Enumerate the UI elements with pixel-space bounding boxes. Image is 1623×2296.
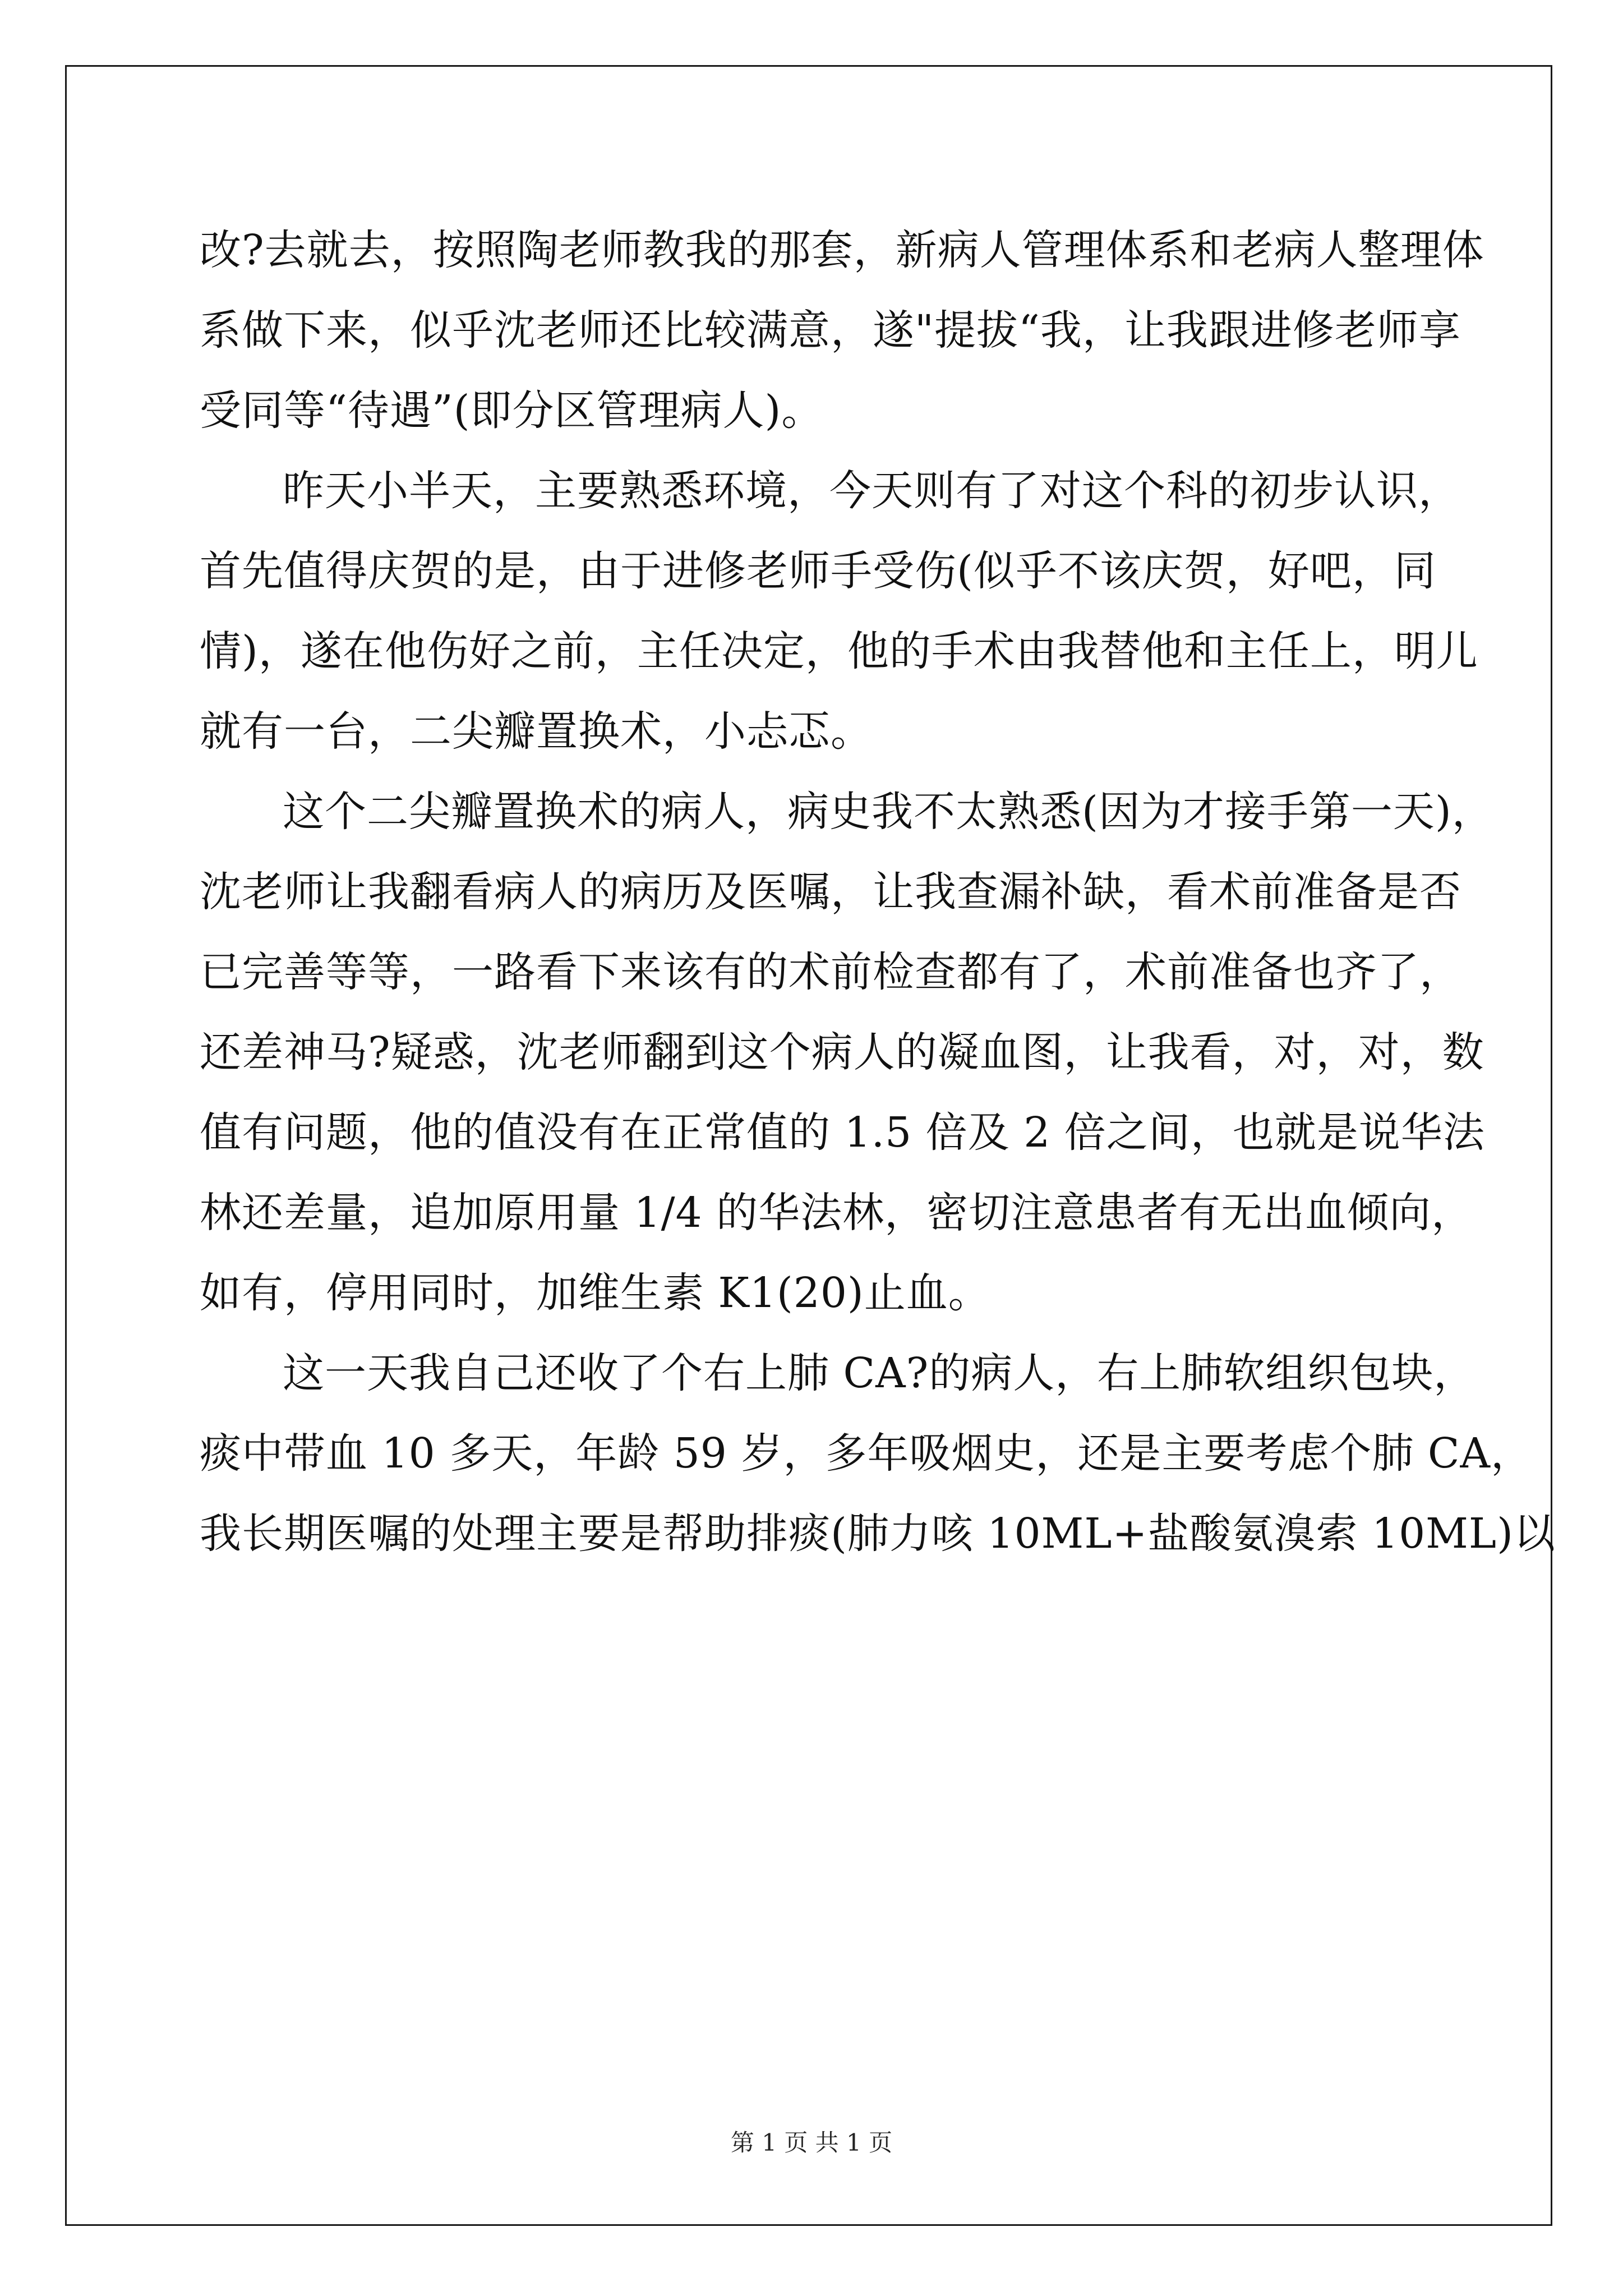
text-line: 已完善等等，一路看下来该有的术前检查都有了，术前准备也齐了，: [200, 948, 1461, 996]
text-line: 改?去就去，按照陶老师教我的那套，新病人管理体系和老病人整理体: [200, 226, 1484, 274]
text-line: 就有一台，二尖瓣置换术，小忐忑。: [200, 707, 873, 756]
document-body: [200, 210, 1556, 1574]
text-line: 如有，停用同时，加维生素 K1(20)止血。: [200, 1269, 990, 1317]
page-number: 第 1 页 共 1 页: [730, 2129, 893, 2156]
paragraph-first-line: 这个二尖瓣置换术的病人，病史我不太熟悉(因为才接手第一天)，: [283, 788, 1494, 836]
text-line: 值有问题，他的值没有在正常值的 1.5 倍及 2 倍之间，也就是说华法: [200, 1108, 1485, 1157]
paragraph-first-line: 昨天小半天，主要熟悉环境，今天则有了对这个科的初步认识，: [283, 467, 1460, 515]
text-line: 受同等“待遇”(即分区管理病人)。: [200, 386, 824, 435]
text-line: 还差神马?疑惑，沈老师翻到这个病人的凝血图，让我看，对，对，数: [200, 1028, 1484, 1076]
text-line: 沈老师让我翻看病人的病历及医嘱，让我查漏补缺，看术前准备是否: [200, 868, 1461, 916]
text-line: 首先值得庆贺的是，由于进修老师手受伤(似乎不该庆贺，好吧，同: [200, 547, 1436, 595]
text-line: 痰中带血 10 多天，年龄 59 岁，多年吸烟史，还是主要考虑个肺 CA，: [200, 1429, 1533, 1478]
paragraph-first-line: 这一天我自己还收了个右上肺 CA?的病人，右上肺软组织包块，: [283, 1349, 1476, 1397]
text-line: 林还差量，追加原用量 1/4 的华法林，密切注意患者有无出血倾向，: [200, 1189, 1474, 1237]
text-line: 情)，遂在他伤好之前，主任决定，他的手术由我替他和主任上，明儿: [200, 627, 1478, 675]
text-line: 我长期医嘱的处理主要是帮助排痰(肺力咳 10ML+盐酸氨溴索 10ML)以: [200, 1510, 1556, 1558]
text-line: 系做下来，似乎沈老师还比较满意，遂"提拔“我，让我跟进修老师享: [200, 306, 1461, 355]
